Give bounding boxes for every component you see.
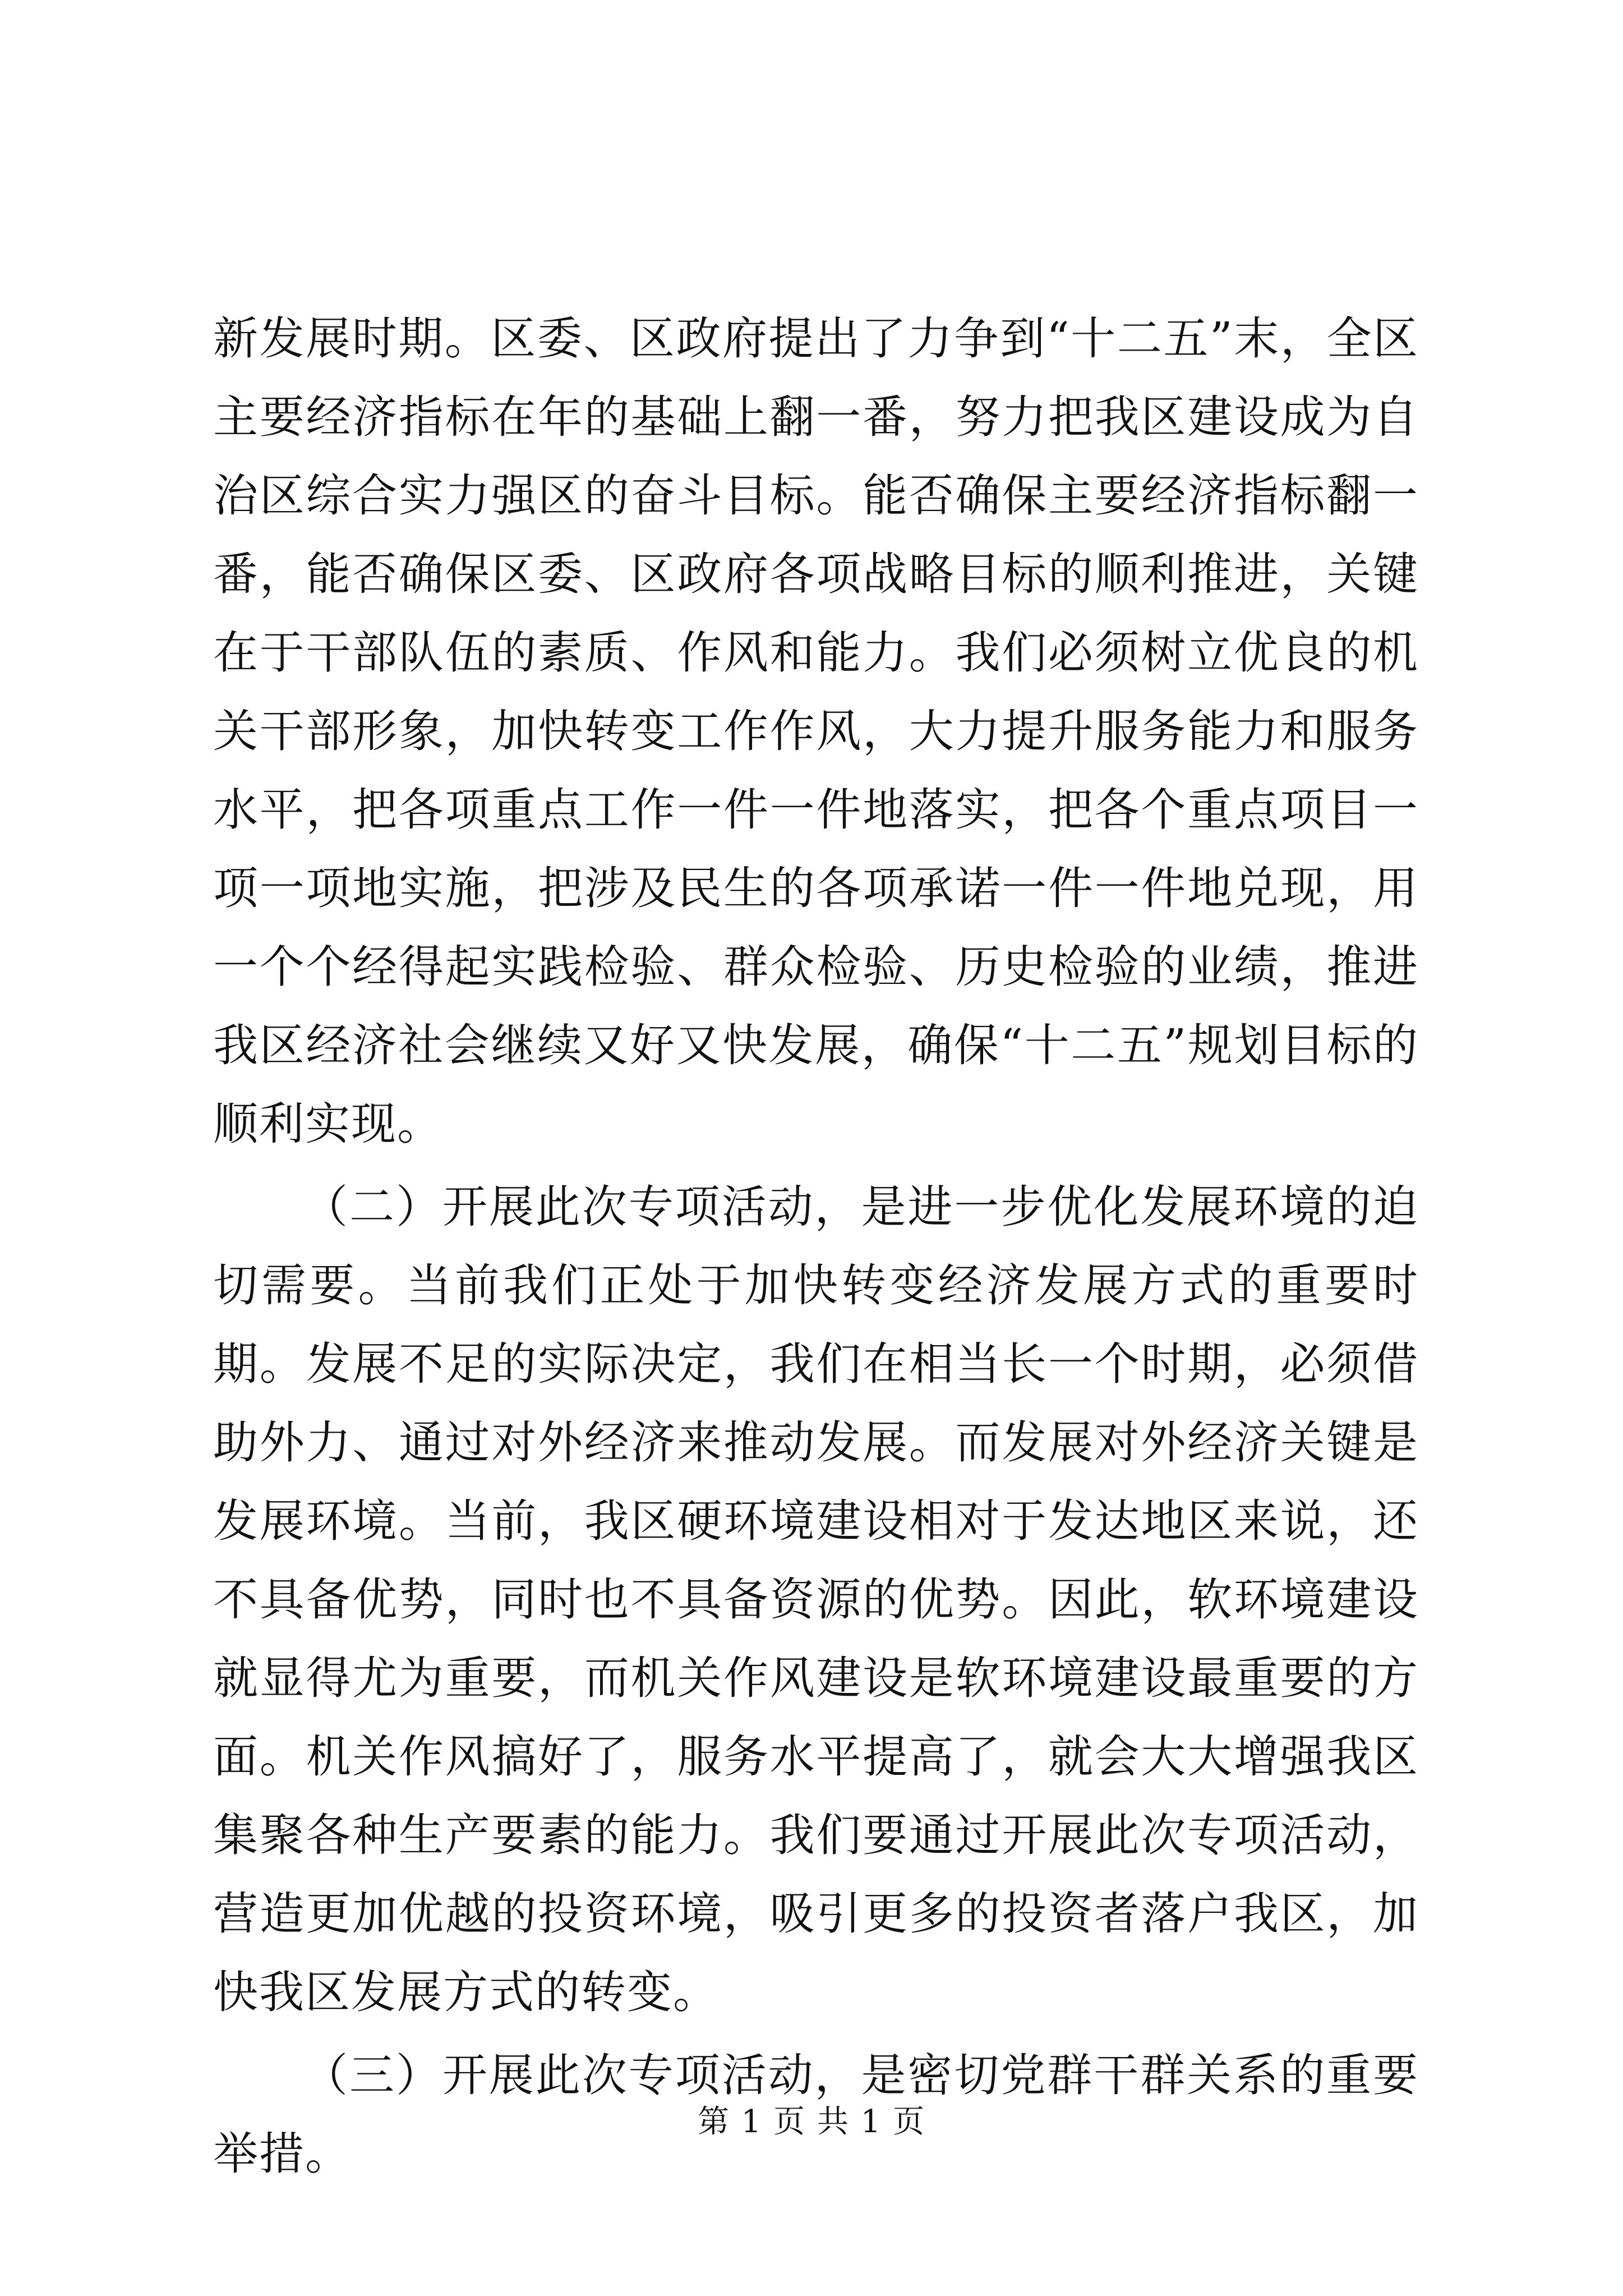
paragraph-2: （二）开展此次专项活动，是进一步优化发展环境的迫切需要。当前我们正处于加快转变经济发展方式的重要时期。发展不足的实际决定，我们在相当长一个时期，必须借助外力、通过对外经济来推动发展。而发展对外经济关键是发展环境。当前，我区硬环境建设相对于发达地区来说，还不具备优势，同时也不具备资源的优势。因此，软环境建设就显得尤为重要，而机关作风建设是软环境建设最重要的方面。机关作风搞好了，服务水平提高了，就会大大增强我区集聚各种生产要素的能力。我们要通过开展此次专项活动，营造更加优越的投资环境，吸引更多的投资者落户我区，加快我区发展方式的转变。 (213, 1181, 1419, 2018)
paragraph-3: （三）开展此次专项活动，是密切党群干群关系的重要举措。 (213, 2049, 1419, 2180)
paragraph-1: 新发展时期。区委、区政府提出了力争到“十二五”末，全区主要经济指标在年的基础上翻一番，努力把我区建设成为自治区综合实力强区的奋斗目标。能否确保主要经济指标翻一番，能否确保区委、区政府各项战略目标的顺利推进，关键在于干部队伍的素质、作风和能力。我们必须树立优良的机关干部形象，加快转变工作作风，大力提升服务能力和服务水平，把各项重点工作一件一件地落实，把各个重点项目一项一项地实施，把涉及民生的各项承诺一件一件地兑现，用一个个经得起实践检验、群众检验、历史检验的业绩，推进我区经济社会继续又好又快发展，确保“十二五”规划目标的顺利实现。 (213, 312, 1419, 1150)
document-body (213, 300, 1419, 2193)
page-footer: 第 1 页 共 1 页 (697, 2104, 926, 2140)
